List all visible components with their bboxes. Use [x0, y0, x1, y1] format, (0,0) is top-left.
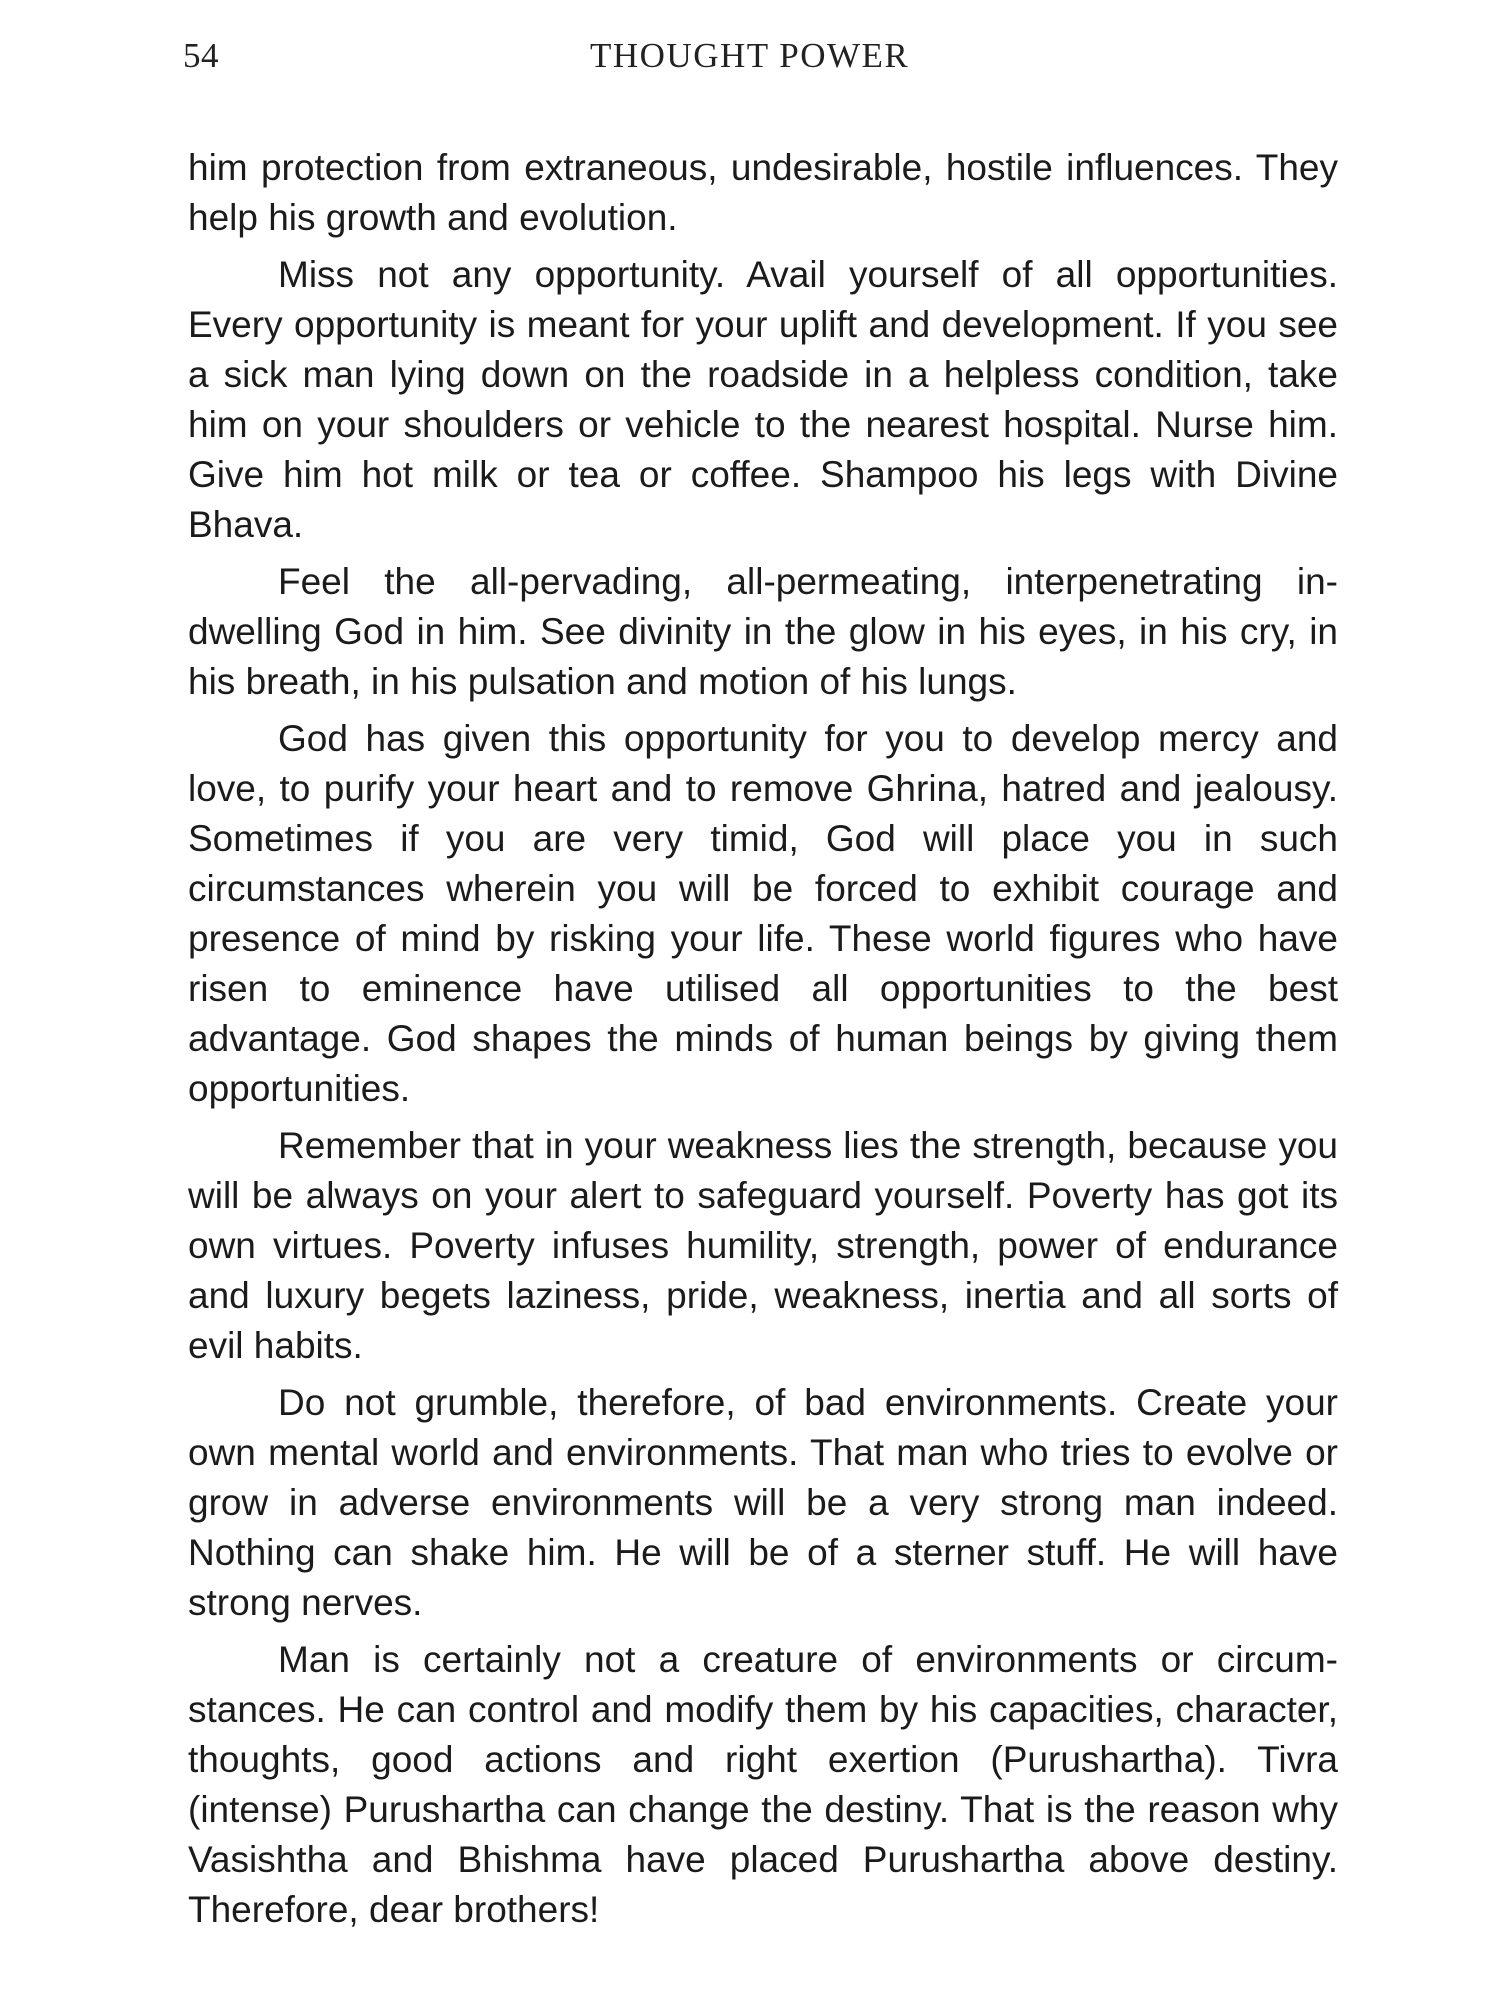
page-number: 54	[183, 36, 219, 75]
running-head	[0, 36, 1500, 86]
running-title: THOUGHT POWER	[590, 36, 910, 75]
paragraph: Feel the all-pervading, all-permeating, interpenetrating indwelling God in him. See divinity in the glow in his eyes, in his cry, in his breath, in his pulsation and motion of his lungs.	[188, 561, 1338, 702]
paragraph: Do not grumble, therefore, of bad environments. Create your own mental world and environments. That man who tries to evolve or grow in adverse environments will be a very strong man indeed. Nothing can shake him. He will be of a sterner stuff. He will have strong nerves.	[188, 1382, 1338, 1623]
paragraph: Remember that in your weakness lies the strength, because you will be always on your alert to safeguard yourself. Poverty has got its own virtues. Poverty infuses humility, strength, power of endurance and luxury begets laziness, pride, weakness, inertia and all sorts of evil habits.	[188, 1125, 1338, 1366]
paragraph: Man is certainly not a creature of environments or circumstances. He can control and modify them by his capacities, character, thoughts, good actions and right exertion (Purushartha). Tivra (intense) Purushartha can change the destiny. That is the reason why Vasishtha and Bhishma have placed Purushartha above destiny. Therefore, dear brothers!	[188, 1639, 1338, 1930]
paragraph: Miss not any opportunity. Avail yourself of all opportunities. Every opportunity is meant for your uplift and development. If you see a sick man lying down on the roadside in a helpless condition, take him on your shoulders or vehicle to the nearest hospital. Nurse him. Give him hot milk or tea or coffee. Shampoo his legs with Divine Bhava.	[188, 254, 1338, 545]
paragraph: God has given this opportunity for you to develop mercy and love, to purify your heart and to remove Ghrina, hatred and jealousy. Sometimes if you are very timid, God will place you in such circumstances wherein you will be forced to exhibit courage and presence of mind by risking your life. These world figures who have risen to eminence have utilised all opportunities to the best advantage. God shapes the minds of human beings by giving them opportunities.	[188, 718, 1338, 1109]
paragraph: him protection from extraneous, undesirable, hostile influences. They help his growth and evolution.	[188, 147, 1338, 238]
body-text	[188, 143, 1338, 1942]
